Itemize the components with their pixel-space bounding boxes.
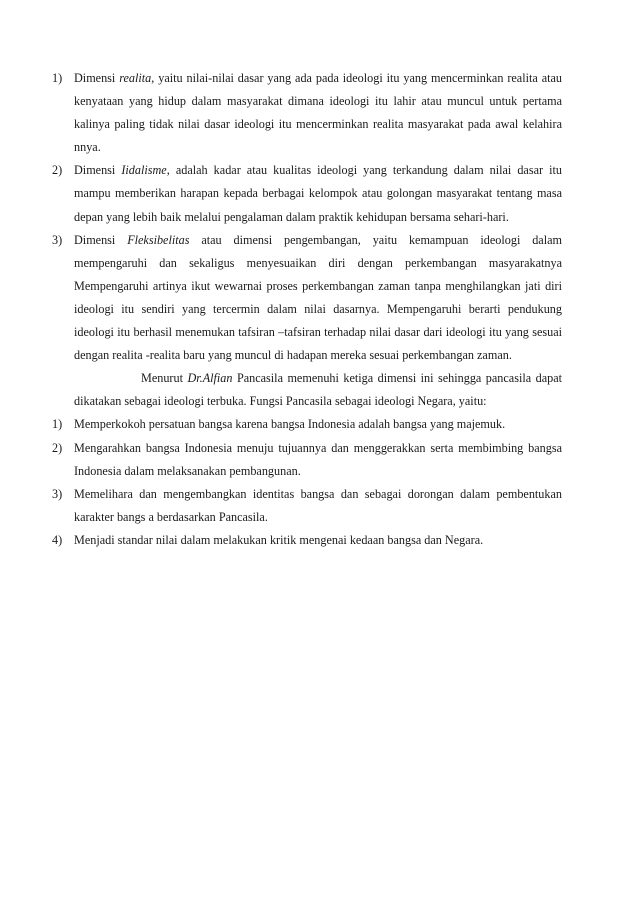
dimension-item-1 <box>52 67 562 159</box>
author-name: Dr.Alfian <box>187 371 233 386</box>
paragraph-lead: Menurut <box>141 371 188 386</box>
function-item-1 <box>52 413 562 436</box>
list-number: 1) <box>52 71 63 85</box>
list-number: 3) <box>52 486 63 501</box>
item-text: atau dimensi pengembangan, yaitu kemampuan ideologi dalam mempengaruhi dan sekaligus menyesuaikan diri dengan perkembangan masyarakatnya Mempengaruhi artinya ikut wewarnai proses perkembangan zaman tanpa menghilangkan jati diri ideologi itu sendiri yang tercermin dalam nilai dasarnya. Mempengaruhi berarti pendukung ideologi itu berhasil menemukan tafsiran –tafsiran terhadap nilai dasar dari ideologi itu yang sesuai dengan realita -realita baru yang muncul di hadapan mereka sesuai perkembangan zaman. <box>74 232 562 363</box>
item-text: Memelihara dan mengembangkan identitas bangsa dan sebagai dorongan dalam pembentukan karakter bangs a berdasarkan Pancasila. <box>74 486 562 524</box>
document-body <box>52 67 562 552</box>
item-text: Menjadi standar nilai dalam melakukan kritik mengenai kedaan bangsa dan Negara. <box>74 532 484 547</box>
list-number: 4) <box>52 532 63 547</box>
item-text: Memperkokoh persatuan bangsa karena bangsa Indonesia adalah bangsa yang majemuk. <box>74 417 506 432</box>
dimension-item-2 <box>52 159 562 228</box>
dimension-term: Fleksibelitas <box>127 232 190 247</box>
list-number: 2) <box>52 440 63 455</box>
function-item-4 <box>52 529 562 552</box>
paragraph-text: Pancasila memenuhi ketiga dimensi ini sehingga pancasila dapat dikatakan sebagai ideologi terbuka. Fungsi Pancasila sebagai ideologi Negara, yaitu: <box>74 371 562 409</box>
item-text: Mengarahkan bangsa Indonesia menuju tujuannya dan menggerakkan serta membimbing bangsa Indonesia dalam melaksanakan pembangunan. <box>74 440 562 478</box>
function-item-3 <box>52 483 562 529</box>
item-text-lead: Dimensi <box>74 232 128 247</box>
item-text: , adalah kadar atau kualitas ideologi yang terkandung dalam nilai dasar itu mampu memberikan harapan kepada berbagai kelompok atau golongan masyarakat tentang masa depan yang lebih baik melalui pengalaman dalam praktik kehidupan bersama sehari-hari. <box>74 163 562 224</box>
dimension-item-3 <box>52 229 562 368</box>
list-number: 3) <box>52 232 63 247</box>
body-paragraph <box>52 367 562 413</box>
item-text: , yaitu nilai-nilai dasar yang ada pada ideologi itu yang mencerminkan realita atau kenyataan yang hidup dalam masyarakat dimana ideologi itu lahir atau muncul untuk pertama kalinya paling tidak nilai dasar ideologi itu mencerminkan realita masyarakat pada awal kelahira nnya. <box>74 71 562 155</box>
item-text-lead: Dimensi <box>74 163 122 178</box>
list-number: 1) <box>52 417 63 432</box>
dimension-term: Iidalisme <box>121 163 167 178</box>
dimension-term: realita <box>119 71 152 85</box>
item-text-lead: Dimensi <box>74 71 120 85</box>
list-number: 2) <box>52 163 63 178</box>
function-item-2 <box>52 437 562 483</box>
